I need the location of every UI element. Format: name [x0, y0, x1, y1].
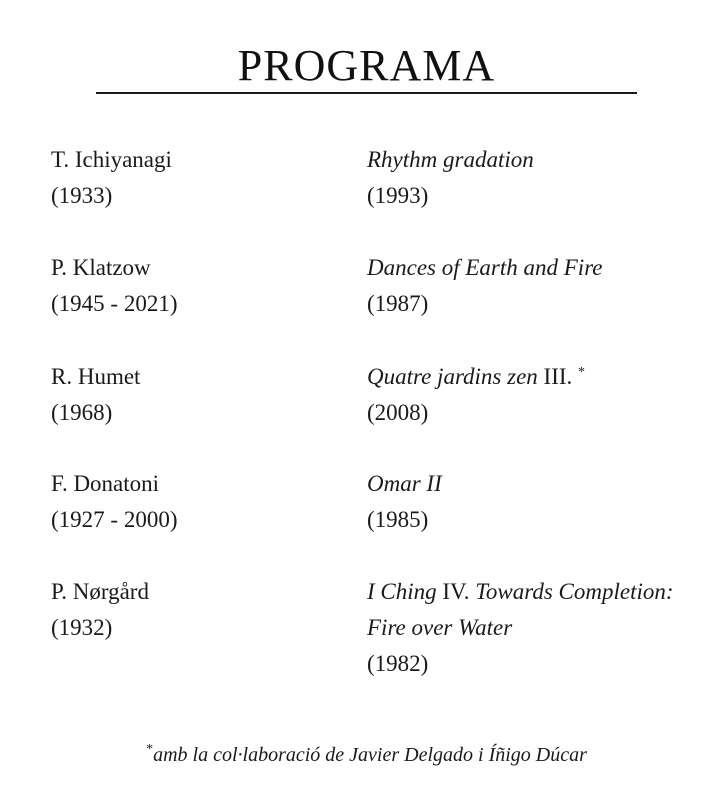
work-title: Quatre jardins zen — [367, 364, 538, 389]
composer — [51, 142, 172, 214]
work-number: III. — [537, 364, 573, 389]
composer-years: (1945 - 2021) — [51, 291, 178, 316]
work — [367, 250, 717, 322]
work — [367, 142, 717, 214]
footnote-text: amb la col·laboració de Javier Delgado i Íñigo Dúcar — [153, 744, 587, 766]
composer-years: (1927 - 2000) — [51, 507, 178, 532]
work-year: (1993) — [367, 183, 429, 208]
work-year: (1985) — [367, 507, 429, 532]
composer-name: T. Ichiyanagi — [51, 147, 172, 172]
footnote — [0, 740, 723, 770]
composer — [51, 250, 177, 322]
composer-years: (1932) — [51, 615, 113, 640]
composer-years: (1933) — [51, 183, 113, 208]
work-number: IV. — [436, 579, 476, 604]
work-year: (2008) — [367, 400, 429, 425]
work — [367, 359, 717, 431]
footnote-marker: * — [146, 742, 154, 757]
work-year: (1982) — [367, 651, 429, 676]
footnote-marker: * — [578, 365, 586, 380]
work — [367, 466, 717, 538]
composer-name: P. Klatzow — [51, 255, 151, 280]
composer-name: F. Donatoni — [51, 471, 160, 496]
composer — [51, 359, 140, 431]
work-title: Omar II — [367, 471, 442, 496]
work-title: Rhythm gradation — [367, 147, 534, 172]
page-title: PROGRAMA — [237, 41, 496, 90]
work-subtitle: Towards Completion: — [475, 579, 674, 604]
title-underline — [96, 92, 637, 94]
work-year: (1987) — [367, 291, 429, 316]
work-title: Dances of Earth and Fire — [367, 255, 603, 280]
composer — [51, 466, 177, 538]
work-title: I Ching — [367, 579, 437, 604]
composer-name: R. Humet — [51, 364, 141, 389]
composer — [51, 574, 149, 646]
work-subtitle-continued: Fire over Water — [367, 615, 513, 640]
work — [367, 574, 717, 682]
composer-name: P. Nørgård — [51, 579, 149, 604]
composer-years: (1968) — [51, 400, 113, 425]
